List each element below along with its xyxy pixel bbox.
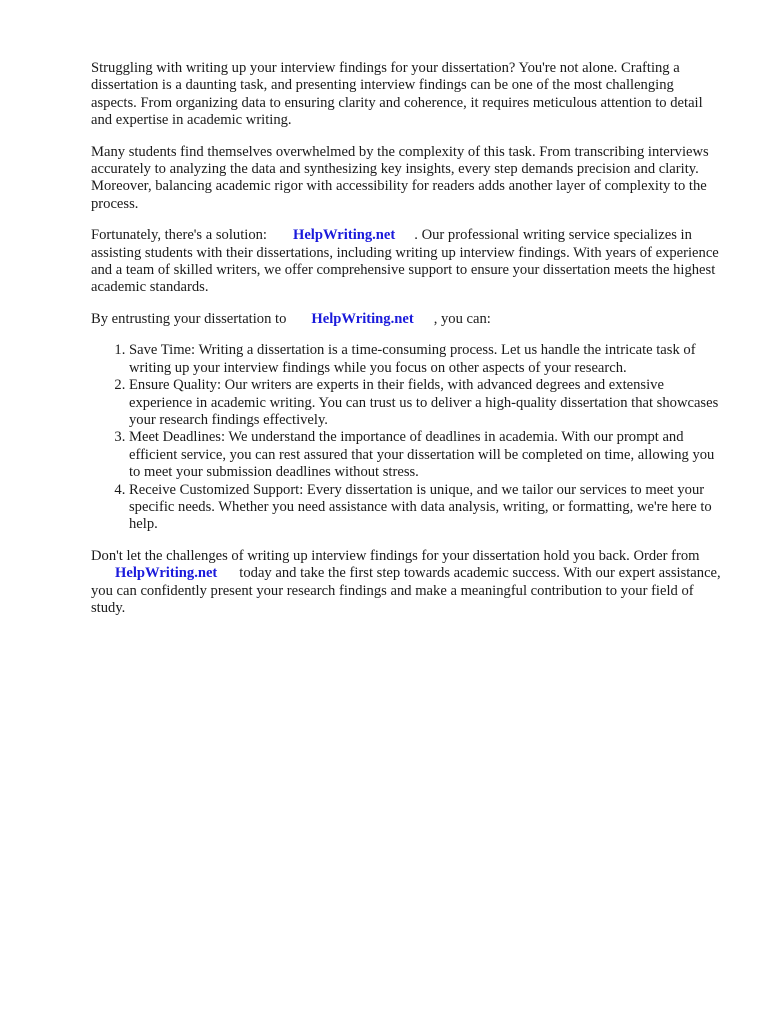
solution-text-after: . Our professional writing service specializes in assisting students with their dissertations, including writing up interview findings. With years of experience and a team of skilled writers, we offer comprehensive support to ensure your dissertation meets the highest academic standards. [91, 227, 719, 296]
list-item: 3. Meet Deadlines: We understand the importance of deadlines in academia. With our prompt and efficient service, you can rest assured that your dissertation will be completed on time, allowing you to meet your submission deadlines without stress. [129, 429, 723, 481]
complexity-paragraph: Many students find themselves overwhelmed by the complexity of this task. From transcribing interviews accurately to analyzing the data and synthesizing key insights, every step demands precision and clarity. Moreover, balancing academic rigor with accessibility for readers adds another layer of complexity to the process. [91, 143, 709, 212]
intro-paragraph: Struggling with writing up your interview findings for your dissertation? You're not alone. Crafting a dissertation is a daunting task, and presenting interview findings can be one of the most challenging aspects. From organizing data to ensuring clarity and coherence, it requires meticulous attention to detail and expertise in academic writing. [91, 60, 703, 129]
document-page [91, 60, 723, 631]
solution-paragraph [91, 227, 723, 297]
closing-text-after: today and take the first step towards academic success. With our expert assistance, you can confidently present your research findings and make a meaningful contribution to your field of study. [91, 565, 721, 616]
benefits-list [91, 342, 723, 533]
closing-paragraph [91, 548, 723, 618]
helpwriting-link-1[interactable]: HelpWriting.net [292, 227, 396, 244]
list-item: 4. Receive Customized Support: Every dissertation is unique, and we tailor our services to meet your specific needs. Whether you need assistance with data analysis, writing, or formatting, we're here to help. [129, 482, 723, 534]
helpwriting-link-2[interactable]: HelpWriting.net [311, 310, 414, 327]
entrust-paragraph [91, 311, 723, 328]
closing-text-before: Don't let the challenges of writing up interview findings for your dissertation hold you back. Order from [91, 547, 700, 564]
entrust-text-before: By entrusting your dissertation to [91, 310, 287, 327]
solution-text-before: Fortunately, there's a solution: [91, 227, 267, 244]
list-item: 1. Save Time: Writing a dissertation is a time-consuming process. Let us handle the intricate task of writing up your interview findings while you focus on other aspects of your research. [129, 342, 723, 377]
helpwriting-link-3[interactable]: HelpWriting.net [115, 565, 218, 582]
list-item: 2. Ensure Quality: Our writers are experts in their fields, with advanced degrees and extensive experience in academic writing. You can trust us to deliver a high-quality dissertation that showcases your research findings effectively. [129, 377, 723, 429]
entrust-text-after: , you can: [433, 310, 491, 327]
